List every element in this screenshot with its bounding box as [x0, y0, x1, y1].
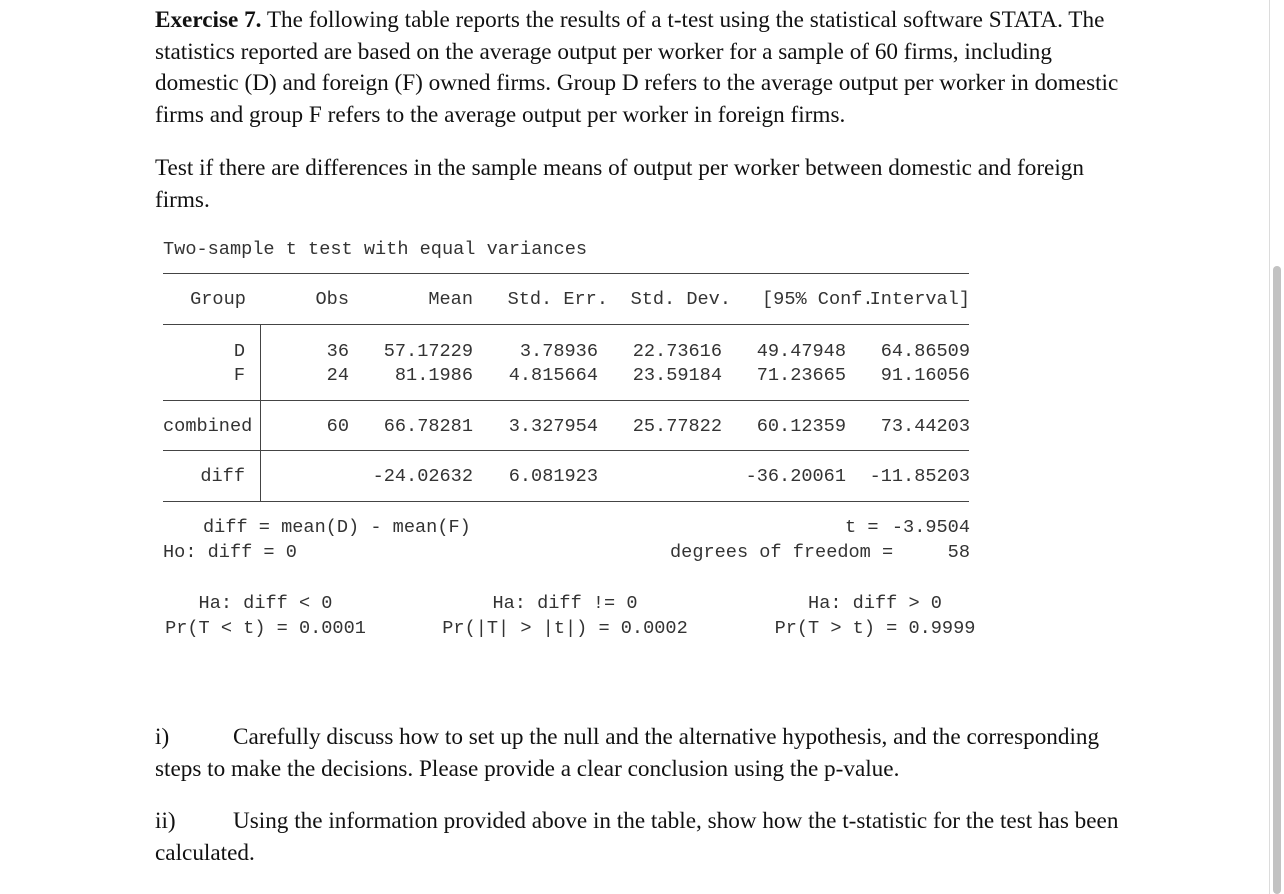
null-hypothesis: Ho: diff = 0: [163, 542, 297, 563]
ci-high-cell: 64.86509: [880, 341, 970, 362]
p-right: Pr(T > t) = 0.9999: [774, 618, 976, 639]
ha-right: Ha: diff > 0: [808, 593, 942, 614]
ha-two-sided: Ha: diff != 0: [492, 593, 638, 614]
obs-cell: 36: [326, 341, 349, 362]
ci-high-cell: 73.44203: [880, 416, 970, 437]
ci-low-cell: 60.12359: [756, 416, 846, 437]
header-std-dev: Std. Dev.: [630, 289, 731, 310]
table-bottom-rule: [163, 501, 969, 502]
group-cell: combined: [163, 416, 253, 437]
header-mean: Mean: [428, 289, 473, 310]
std-err-cell: 3.78936: [519, 341, 598, 362]
std-dev-cell: 25.77822: [632, 416, 722, 437]
question-i: [155, 722, 1125, 785]
table-top-rule: [163, 273, 969, 274]
std-err-cell: 6.081923: [508, 466, 598, 487]
df-label: degrees of freedom =: [670, 542, 894, 563]
mean-cell: 66.78281: [383, 416, 473, 437]
combined-rule-bottom: [163, 450, 969, 451]
mean-cell: 57.17229: [383, 341, 473, 362]
std-dev-cell: 22.73616: [632, 341, 722, 362]
diff-definition: diff = mean(D) - mean(F): [203, 517, 471, 538]
std-err-cell: 3.327954: [508, 416, 598, 437]
question-i-label: i): [155, 724, 170, 750]
p-left: Pr(T < t) = 0.0001: [165, 618, 366, 639]
exercise-task: Test if there are differences in the sample means of output per worker between domestic and foreign firms.: [155, 155, 1084, 213]
obs-cell: 60: [326, 416, 349, 437]
header-std-err: Std. Err.: [507, 289, 608, 310]
scrollbar-thumb[interactable]: [1273, 266, 1281, 894]
obs-cell: 24: [326, 365, 349, 386]
df-value: 58: [947, 542, 970, 563]
t-value: -3.9504: [891, 517, 970, 538]
group-cell: diff: [200, 466, 245, 487]
exercise-label: Exercise 7.: [155, 7, 262, 33]
t-label: t =: [845, 517, 879, 538]
std-dev-cell: 23.59184: [632, 365, 722, 386]
exercise-intro-text: The following table reports the results of a t-test using the statistical software STATA. The statistics reported are based on the average output per worker for a sample of 60 firms, including domestic (D) and foreign (F) owned firms. Group D refers to the average output per worker in domestic firms and group F refers to the average output per worker in foreign firms.: [155, 7, 1119, 128]
group-cell: D: [233, 341, 245, 362]
ha-left: Ha: diff < 0: [198, 593, 333, 614]
group-column-divider: [260, 325, 261, 501]
header-interval: Interval]: [869, 289, 970, 310]
question-ii-label: ii): [155, 808, 176, 834]
header-group: Group: [190, 289, 246, 310]
vertical-scrollbar[interactable]: [1269, 0, 1284, 894]
question-ii: [155, 806, 1125, 869]
p-two-sided: Pr(|T| > |t|) = 0.0002: [442, 618, 688, 639]
group-cell: F: [233, 365, 245, 386]
header-obs: Obs: [315, 289, 349, 310]
ci-high-cell: -11.85203: [869, 466, 970, 487]
header-conf: [95% Conf.: [762, 289, 874, 310]
ci-low-cell: 71.23665: [756, 365, 846, 386]
ci-low-cell: 49.47948: [756, 341, 846, 362]
exercise-intro: [155, 5, 1130, 131]
stata-title: Two-sample t test with equal variances: [163, 239, 588, 260]
question-ii-text: Using the information provided above in the table, show how the t-statistic for the test has been calculated.: [155, 808, 1119, 866]
ci-high-cell: 91.16056: [880, 365, 970, 386]
std-err-cell: 4.815664: [508, 365, 598, 386]
mean-cell: 81.1986: [394, 365, 473, 386]
combined-rule-top: [163, 400, 969, 401]
mean-cell: -24.02632: [372, 466, 473, 487]
ci-low-cell: -36.20061: [745, 466, 846, 487]
question-i-text: Carefully discuss how to set up the null and the alternative hypothesis, and the corresponding steps to make the decisions. Please provide a clear conclusion using the p-value.: [155, 724, 1100, 782]
header-rule: [163, 324, 969, 325]
